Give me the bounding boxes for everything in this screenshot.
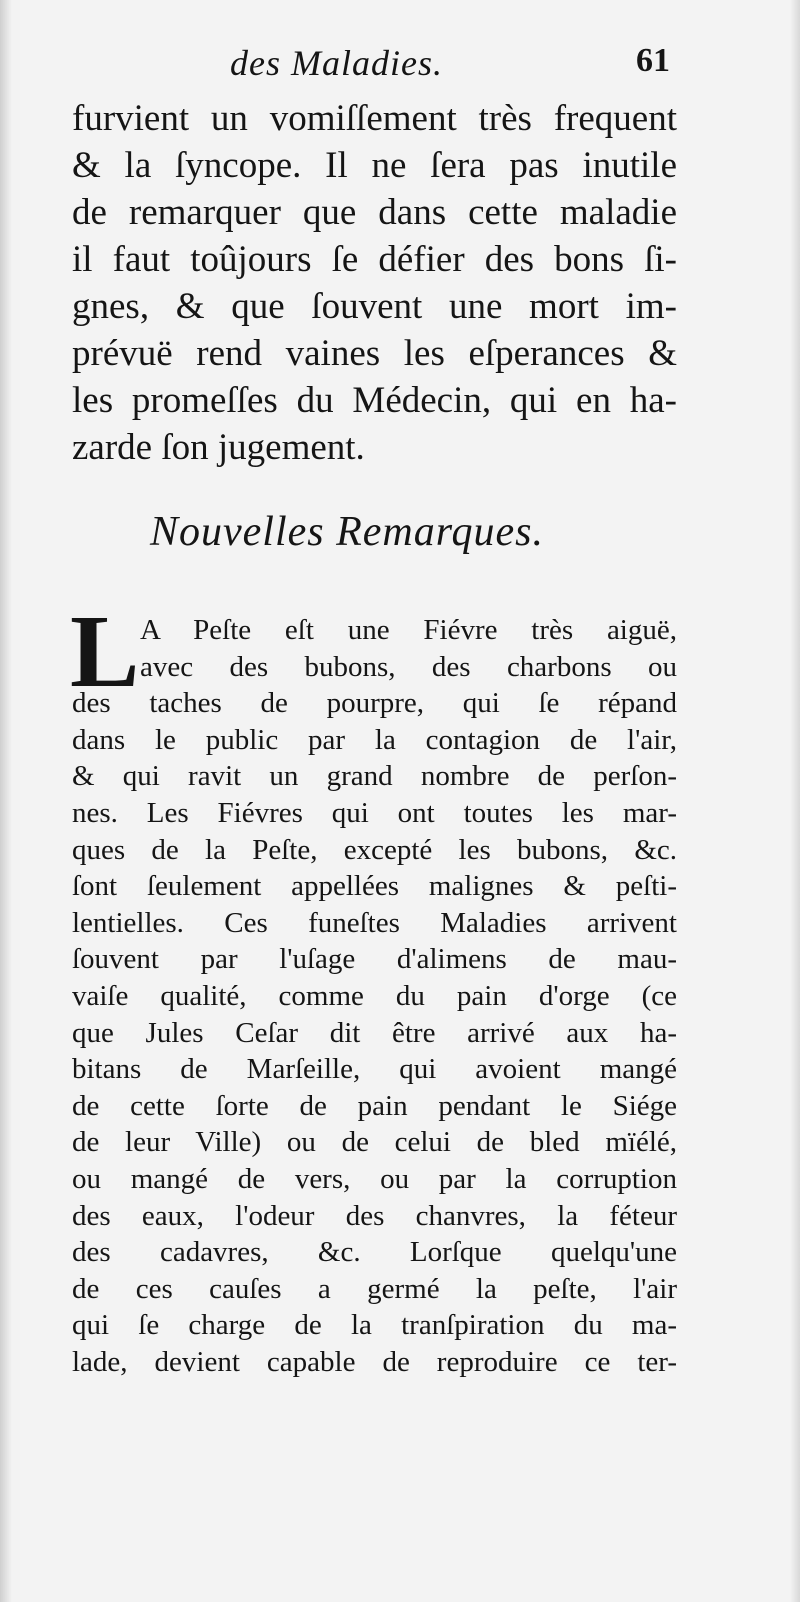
section-title: Nouvelles Remarques. xyxy=(150,509,545,555)
text-line: ſont ſeulement appellées malignes & peſti- xyxy=(72,870,677,903)
text-line: de remarquer que dans cette maladie xyxy=(72,192,677,233)
text-line: prévuë rend vaines les eſperances & xyxy=(72,333,677,374)
text-line: des taches de pourpre, qui ſe répand xyxy=(72,687,677,720)
text-line: les promeſſes du Médecin, qui en ha- xyxy=(72,380,677,421)
text-line: lade, devient capable de reproduire ce ter- xyxy=(72,1345,677,1378)
text-line: & qui ravit un grand nombre de perſon- xyxy=(72,760,677,793)
text-line: il faut toûjours ſe défier des bons ſi- xyxy=(72,239,677,280)
text-line: A Peſte eſt une Fiévre très aiguë, xyxy=(140,614,677,646)
text-line: & la ſyncope. Il ne ſera pas inutile xyxy=(72,145,677,186)
text-line: de leur Ville) ou de celui de bled mïélé, xyxy=(72,1126,677,1159)
page-number: 61 xyxy=(636,42,670,79)
text-line: avec des bubons, des charbons ou xyxy=(140,650,677,683)
text-line: gnes, & que ſouvent une mort im- xyxy=(72,286,677,327)
text-line: ou mangé de vers, ou par la corruption xyxy=(72,1162,677,1195)
text-line: vaiſe qualité, comme du pain d'orge (ce xyxy=(72,979,677,1012)
text-line: ques de la Peſte, excepté les bubons, &c. xyxy=(72,833,677,866)
drop-cap: L xyxy=(70,594,140,709)
text-line: que Jules Ceſar dit être arrivé aux ha- xyxy=(72,1016,677,1049)
text-line: de ces cauſes a germé la peſte, l'air xyxy=(72,1272,677,1305)
text-line: nes. Les Fiévres qui ont toutes les mar- xyxy=(72,796,677,829)
text-line: qui ſe charge de la tranſpiration du ma- xyxy=(72,1309,677,1342)
text-line: des eaux, l'odeur des chanvres, la féteur xyxy=(72,1199,677,1232)
text-line: de cette ſorte de pain pendant le Siége xyxy=(72,1089,677,1122)
continuation-paragraph xyxy=(72,95,677,471)
text-line: bitans de Marſeille, qui avoient mangé xyxy=(72,1053,677,1086)
page-header xyxy=(70,42,670,92)
section-paragraph xyxy=(70,594,677,1380)
text-line: ſouvent par l'uſage d'alimens de mau- xyxy=(72,943,677,976)
text-line: furvient un vomiſſement très frequent xyxy=(72,98,677,139)
text-line: zarde ſon jugement. xyxy=(72,427,365,468)
text-line: dans le public par la contagion de l'air, xyxy=(72,723,677,756)
text-line: lentielles. Ces funeſtes Maladies arrivent xyxy=(72,906,677,939)
text-line: des cadavres, &c. Lorſque quelqu'une xyxy=(72,1236,677,1269)
running-head: des Maladies. xyxy=(230,43,443,83)
